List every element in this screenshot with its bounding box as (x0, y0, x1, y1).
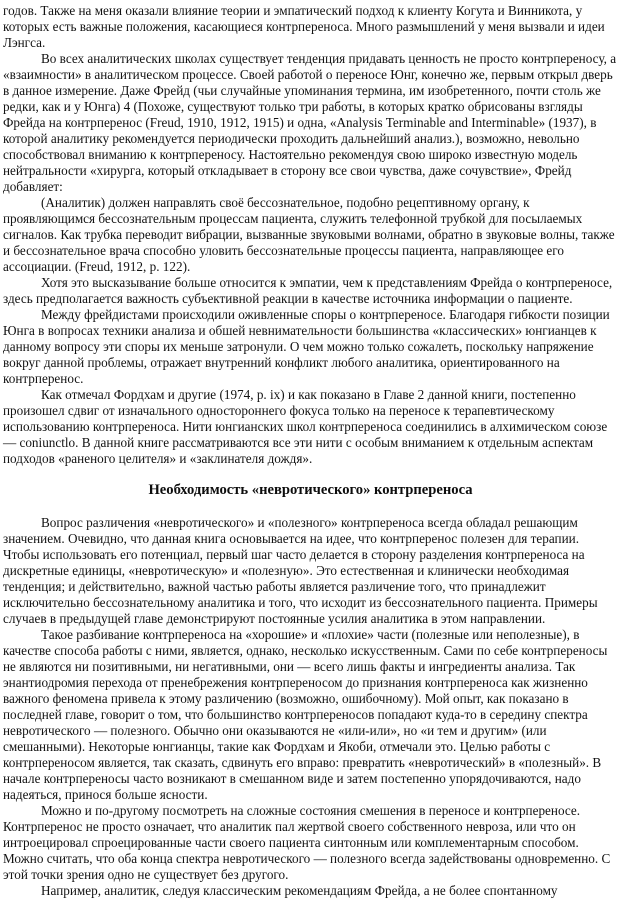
quote-paragraph: (Аналитик) должен направлять своё бессознательное, подобно рецептивному органу, к проявляющимся бессознательным процессам пациента, служить телефонной трубкой для посылаемых сигналов. Как трубка переводит вибрации, вызванные звуковыми волнами, обратно в звуковые волны, также и бессознательное врача способно уловить бессознательные процессы пациента, направляющее его ассоциации. (Freud, 1912, p. 122). (3, 195, 615, 274)
section-heading: Необходимость «невротического» контрпереноса (148, 482, 473, 498)
body-paragraph: Во всех аналитических школах существует тенденция придавать ценность не просто контрпереносу, а «взаимности» в аналитическом процессе. Своей работой о переносе Юнг, конечно же, первым открыл дверь в данное измерение. Даже Фрейд (чьи случайные упоминания термина, им изобретенного, почти столь же редки, как и у Юнга) 4 (Похоже, существуют только три работы, в которых кратко обрисованы взгляды Фрейда на контрперенос (Freud, 1910, 1912, 1915) и одна, «Analysis Terminable and Interminable» (1937), в которой аналитику рекомендуется периодически проходить дальнейший анализ.), возможно, невольно способствовал вниманию к контрпереносу. Настоятельно рекомендуя свою широко известную модель нейтральности «хирурга, который откладывает в сторону все свои чувства, даже сочувствие», Фрейд добавляет: (3, 51, 617, 194)
body-paragraph: Хотя это высказывание больше относится к эмпатии, чем к представлениям Фрейда о контрпереносе, здесь предполагается важность субъективной реакции в качестве источника информации о пациенте. (3, 275, 613, 306)
body-paragraph: Например, аналитик, следуя классическим рекомендациям Фрейда, а не более спонтанному (41, 883, 558, 898)
body-paragraph: Можно и по-другому посмотреть на сложные состояния смешения в переносе и контрпереносе. Контрперенос не просто означает, что аналитик пал жертвой своего собственного невроза, или что он интроецировал спроецированные части своего пациента синтонным или комплементарным способом. Можно считать, что оба конца спектра невротического — полезного всегда задействованы одновременно. С этой точки зрения одно не существует без другого. (3, 803, 611, 882)
body-paragraph: Вопрос различения «невротического» и «полезного» контрпереноса всегда обладал решающим значением. Очевидно, что данная книга основывается на идее, что контрперенос полезен для терапии. Чтобы использовать его потенциал, первый шаг часто делается в сторону разделения контрпереноса на дискретные единицы, «невротическую» и «полезную». Это естественная и клинически необходимая тенденция; и действительно, важной частью работы является различение того, что принадлежит исключительно бессознательному аналитика и того, что исходит из бессознательного пациента. Примеры случаев в предыдущей главе демонстрируют постоянные усилия аналитика в этом направлении. (3, 515, 598, 626)
body-paragraph: годов. Также на меня оказали влияние теории и эмпатический подход к клиенту Когута и Винникота, у которых есть важные положения, касающиеся контрпереноса. Много размышлений у меня вызвали и идеи Лэнгса. (3, 3, 605, 50)
body-paragraph: Такое разбивание контрпереноса на «хорошие» и «плохие» части (полезные или неполезные), в качестве способа работы с ними, является, однако, несколько искусственным. Сами по себе контрпереносы не являются ни позитивными, ни негативными, они — всего лишь факты и ингредиенты анализа. Так энантиодромия перехода от пренебрежения контрпереносом до признания контрпереноса как жизненно важного феномена привела к этому различению (возможно, ошибочному). Мой опыт, как показано в последней главе, говорит о том, что большинство контрпереносов попадают куда-то в середину спектра невротического — полезного. Обычно они оказываются не «или-или», но «и тем и другим» (или смешанными). Некоторые юнгианцы, такие как Фордхам и Якоби, отмечали это. Целью работы с контрпереносом является, так сказать, сдвинуть его вправо: превратить «невротический» в «полезный». В начале контрпереносы часто возникают в смешанном виде и затем постепенно упорядочиваются, надо надеяться, принося больше ясности. (3, 627, 608, 802)
body-paragraph: Между фрейдистами происходили оживленные споры о контрпереносе. Благодаря гибкости позиции Юнга в вопросах техники анализа и обшей невнимательности большинства «классических» юнгианцев к данному вопросу эти споры их меньше затронули. О чем можно только сожалеть, поскольку напряжение вокруг данной проблемы, отражает внутренний конфликт любого аналитика, ориентированного на контрперенос. (3, 307, 610, 386)
body-paragraph: Как отмечал Фордхам и другие (1974, p. ix) и как показано в Главе 2 данной книги, постепенно произошел сдвиг от изначального одностороннего фокуса только на переносе к терапевтическому использованию контрпереноса. Нити юнгианских школ контрпереноса соединились в алхимическом союзе — coniunctlo. В данной книге рассматриваются все эти нити с особым вниманием к отдельным аспектам подходов «раненого целителя» и «заклинателя дождя». (3, 387, 608, 466)
